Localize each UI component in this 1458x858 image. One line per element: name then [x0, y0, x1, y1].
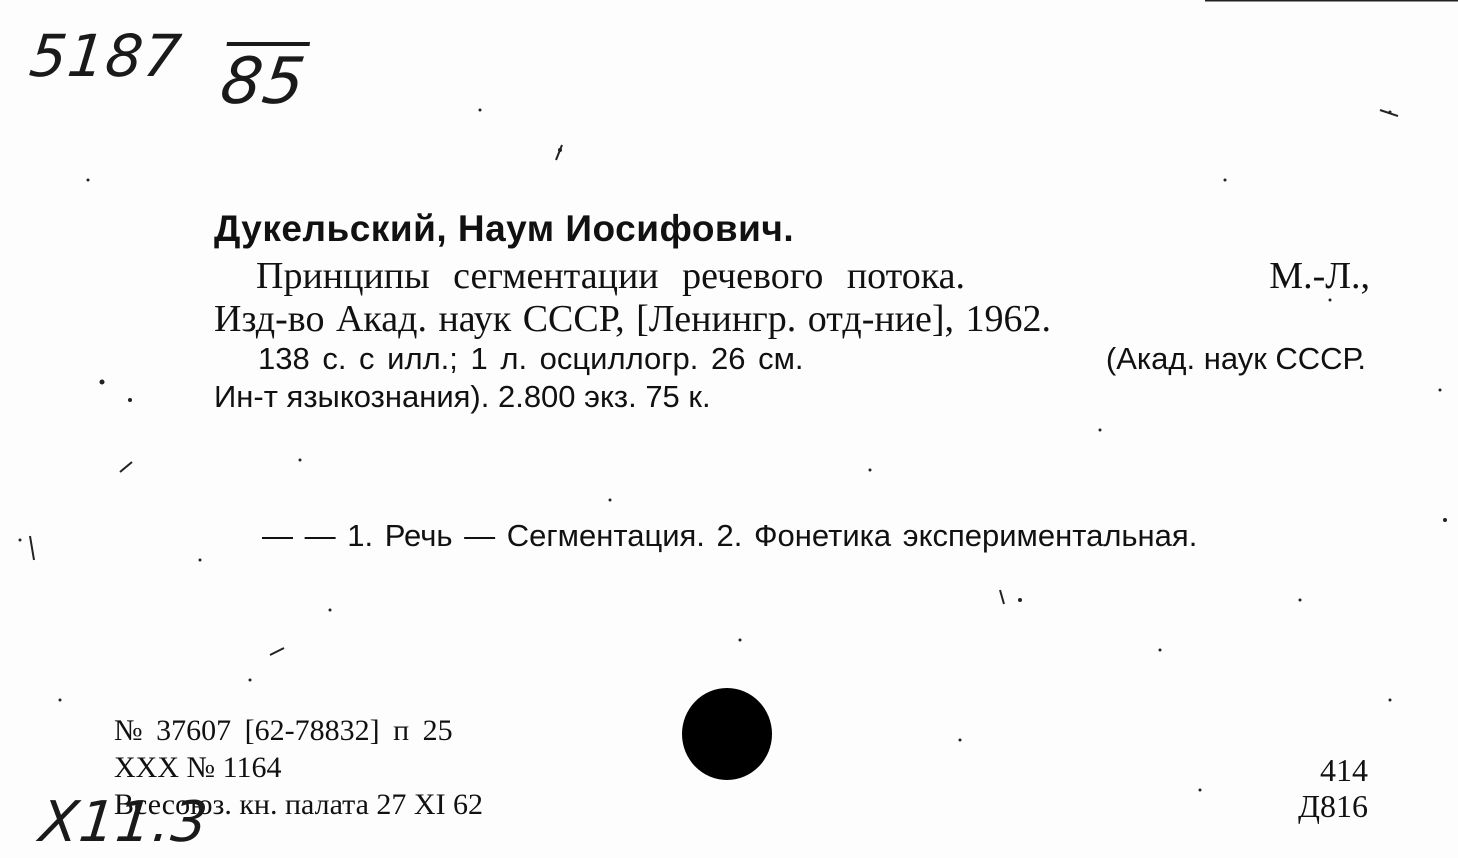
physical-description: 138 с. с илл.; 1 л. осциллогр. 26 см.: [258, 341, 804, 376]
punch-hole: [682, 688, 772, 780]
book-chamber-stamp: Всесоюз. кн. палата 27 XI 62: [114, 788, 484, 821]
bibliography-number: XXX № 1164: [114, 751, 282, 784]
handwritten-corner-mark: X11.3: [36, 790, 212, 855]
publisher-line: Изд-во Акад. наук СССР, [Ленингр. отд-ние], 1962.: [214, 298, 1052, 340]
handwritten-call-suffix: 85: [217, 42, 311, 114]
series-note: (Акад. наук СССР.: [1105, 341, 1366, 376]
author-heading: Дукельский, Наум Иосифович.: [214, 208, 795, 249]
subject-headings: — — 1. Речь — Сегментация. 2. Фонетика экспериментальная.: [262, 518, 1198, 553]
author-code: Д816: [1298, 788, 1368, 824]
classification-code: 414: [1320, 752, 1368, 788]
series-and-price: Ин-т языкознания). 2.800 экз. 75 к.: [214, 379, 711, 414]
registration-number: № 37607 [62-78832] п 25: [114, 714, 453, 747]
handwritten-call-number: 5187: [26, 22, 186, 90]
book-title: Принципы сегментации речевого потока.: [256, 255, 966, 297]
publication-place: М.-Л.,: [1269, 255, 1370, 297]
